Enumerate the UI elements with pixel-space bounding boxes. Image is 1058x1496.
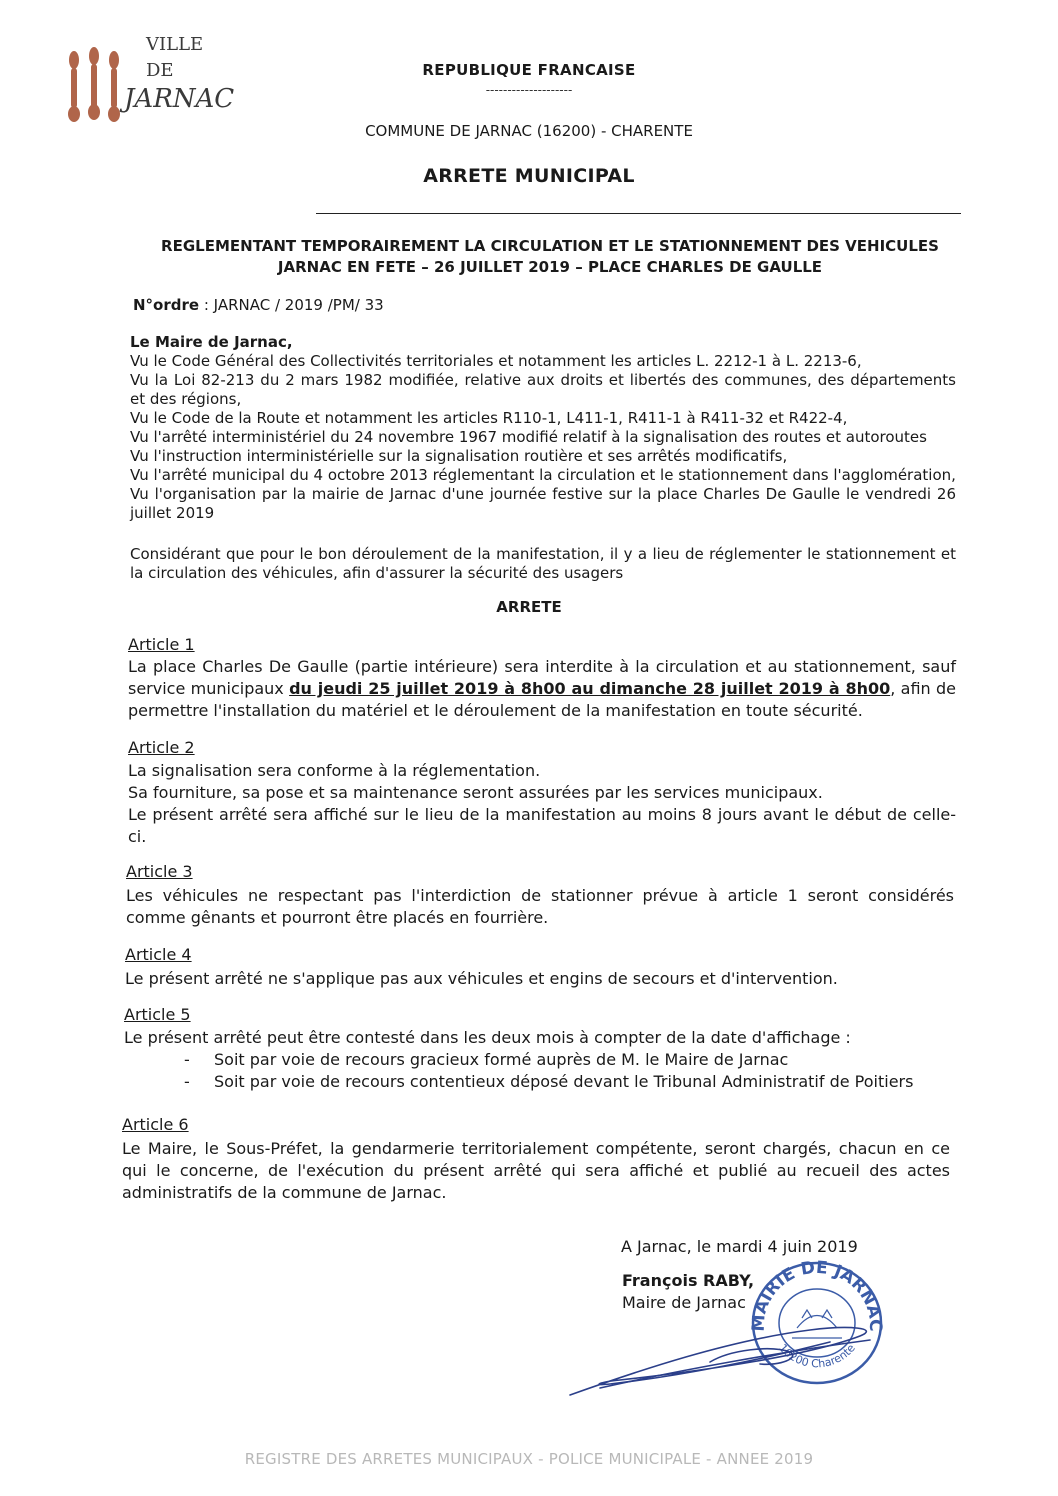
register-footer: REGISTRE DES ARRETES MUNICIPAUX - POLICE MUNICIPALE - ANNEE 2019 <box>244 1450 814 1468</box>
signature-scribble-icon <box>560 1300 890 1410</box>
article-5-title: Article 5 <box>124 1005 191 1024</box>
title-rule <box>316 213 961 214</box>
article-3-title: Article 3 <box>126 862 193 881</box>
stamp-top-text: MAIRIE DE JARNAC <box>748 1257 886 1332</box>
signatory-role: Maire de Jarnac <box>622 1293 746 1312</box>
commune-line: COMMUNE DE JARNAC (16200) - CHARENTE <box>365 122 693 140</box>
stamp-bottom-text: 16200 Charente <box>776 1341 858 1371</box>
logo-jarnac: JARNAC <box>124 84 235 114</box>
article-1-text: La place Charles De Gaulle (partie intérieure) sera interdite à la circulation et au stationnement, sauf service municipaux <box>128 657 956 698</box>
article-1-title: Article 1 <box>128 635 195 654</box>
visas-intro: Le Maire de Jarnac, <box>130 333 293 351</box>
article-4-title: Article 4 <box>125 945 192 964</box>
visa-item: Vu l'arrêté interministériel du 24 novembre 1967 modifié relatif à la signalisation des routes et autoroutes <box>130 428 927 446</box>
logo-ville: VILLE <box>146 34 204 55</box>
article-6-body: Le Maire, le Sous-Préfet, la gendarmerie territorialement compétente, seront chargés, chacun en ce qui le concerne, de l'exécution du présent arrêté qui sera affiché et publié au recueil des actes administratifs de la commune de Jarnac. <box>122 1139 950 1202</box>
signatory-name: François RABY, <box>622 1271 755 1290</box>
order-number <box>133 296 384 314</box>
visa-item: Vu le Code de la Route et notamment les articles R110-1, L411-1, R411-1 à R411-32 et R422-4, <box>130 409 848 427</box>
order-label: N°ordre <box>133 296 200 314</box>
republique-header: REPUBLIQUE FRANCAISE <box>422 61 636 79</box>
article-1-text-end: , afin de permettre l'installation du matériel et le déroulement de la manifestation en toute sécurité. <box>128 679 957 720</box>
article-5-text: Le présent arrêté peut être contesté dans les deux mois à compter de la date d'affichage : <box>124 1028 851 1047</box>
visa-item: Vu la Loi 82-213 du 2 mars 1982 modifiée, relative aux droits et libertés des communes, des départements et des régions, <box>130 371 956 408</box>
document-subtitle <box>100 236 1000 278</box>
appeal-option: - Soit par voie de recours gracieux formé auprès de M. le Maire de Jarnac <box>184 1049 954 1071</box>
subtitle-line-2: JARNAC EN FETE – 26 JUILLET 2019 – PLACE CHARLES DE GAULLE <box>277 258 823 276</box>
article-6-title: Article 6 <box>122 1115 189 1134</box>
handwritten-signature <box>560 1300 890 1410</box>
logo-de: DE <box>146 60 174 81</box>
visa-item: Vu le Code Général des Collectivités territoriales et notamment les articles L. 2212-1 à L. 2213-6, <box>130 352 862 370</box>
article-1-body <box>128 656 956 722</box>
appeal-options <box>184 1049 954 1093</box>
document-title: ARRETE MUNICIPAL <box>423 165 635 187</box>
article-5-body <box>124 1027 952 1093</box>
visa-item: Vu l'organisation par la mairie de Jarnac d'une journée festive sur la place Charles De Gaulle le vendredi 26 juillet 2019 <box>130 485 956 522</box>
article-2-line: Sa fourniture, sa pose et sa maintenance seront assurées par les services municipaux. <box>128 783 823 802</box>
article-4-body: Le présent arrêté ne s'applique pas aux véhicules et engins de secours et d'intervention. <box>125 969 838 988</box>
appeal-option: - Soit par voie de recours contentieux déposé devant le Tribunal Administratif de Poitiers <box>184 1071 954 1093</box>
article-2-title: Article 2 <box>128 738 195 757</box>
visa-item: Vu l'instruction interministérielle sur la signalisation routière et ses arrêtés modificatifs, <box>130 447 788 465</box>
article-2-line: La signalisation sera conforme à la réglementation. <box>128 761 541 780</box>
visas-block <box>130 333 956 523</box>
article-2-body <box>128 760 956 848</box>
order-value: : JARNAC / 2019 /PM/ 33 <box>203 296 384 314</box>
place-date: A Jarnac, le mardi 4 juin 2019 <box>621 1237 858 1256</box>
article-3-body: Les véhicules ne respectant pas l'interdiction de stationner prévue à article 1 seront considérés comme gênants et pourront être placés en fourrière. <box>126 886 954 927</box>
article-2-line: Le présent arrêté sera affiché sur le lieu de la manifestation au moins 8 jours avant le début de celle-ci. <box>128 805 956 846</box>
subtitle-line-1: REGLEMENTANT TEMPORAIREMENT LA CIRCULATION ET LE STATIONNEMENT DES VEHICULES <box>161 237 939 255</box>
header-divider: -------------------- <box>485 83 573 97</box>
considerant-paragraph: Considérant que pour le bon déroulement de la manifestation, il y a lieu de réglementer le stationnement et la circulation des véhicules, afin d'assurer la sécurité des usagers <box>130 545 956 582</box>
arrete-heading: ARRETE <box>496 598 562 616</box>
visa-item: Vu l'arrêté municipal du 4 octobre 2013 réglementant la circulation et le stationnement dans l'agglomération, <box>130 466 956 484</box>
article-1-dates: du jeudi 25 juillet 2019 à 8h00 au dimanche 28 juillet 2019 à 8h00 <box>289 679 891 698</box>
